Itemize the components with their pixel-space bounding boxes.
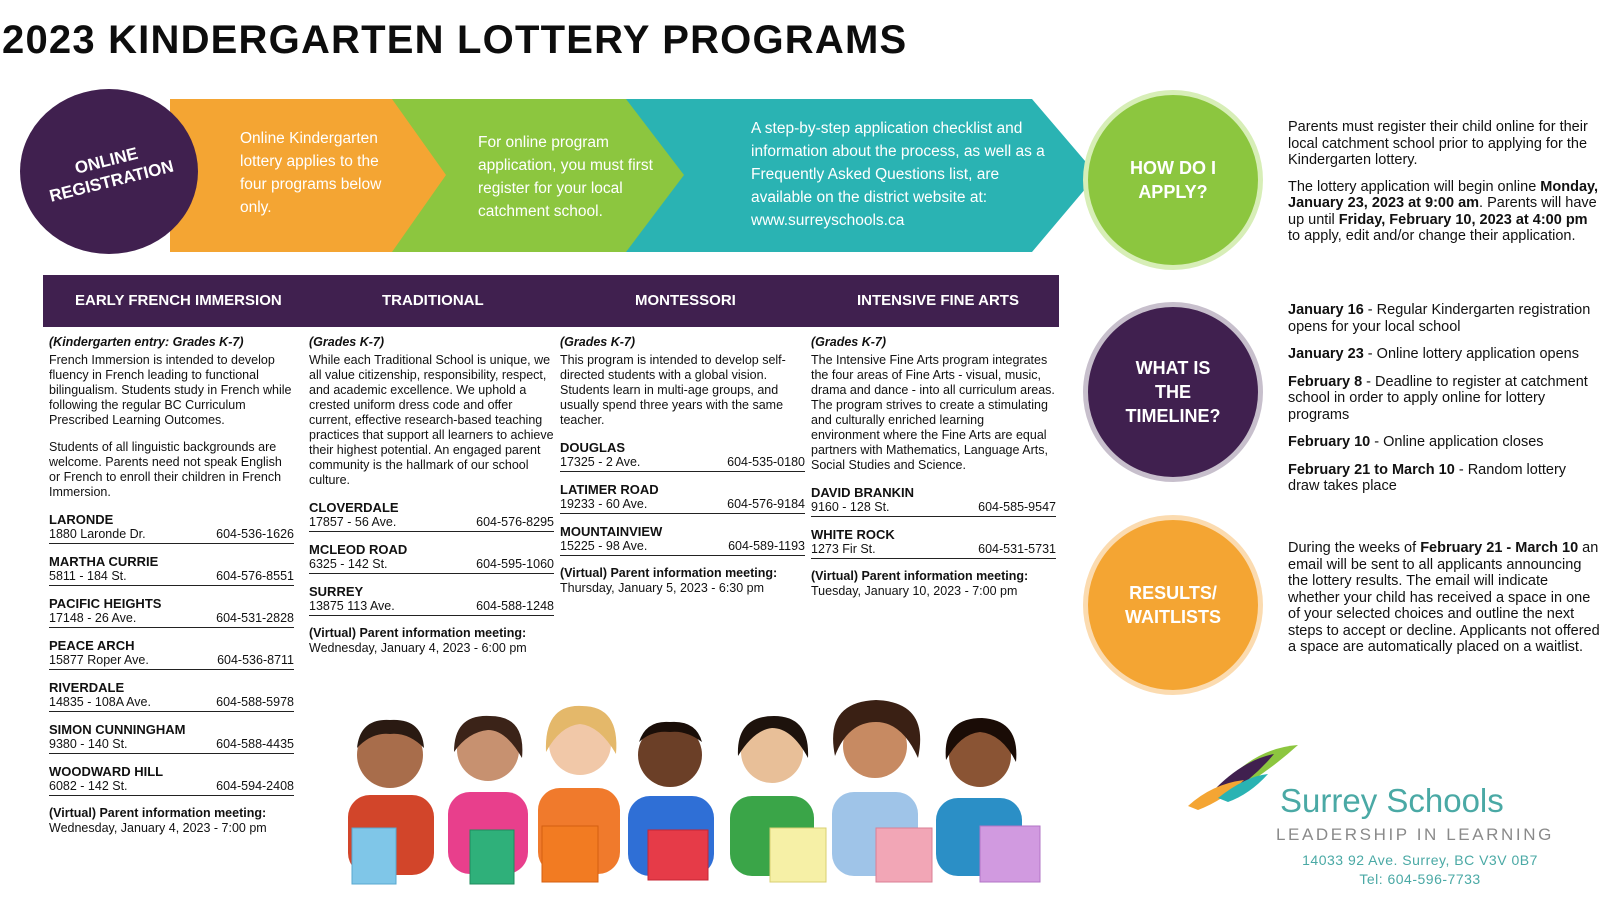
school-address: 9160 - 128 St. [811,500,890,514]
school-entry [49,680,294,712]
school-phone: 604-576-8551 [216,569,294,583]
grades-note: (Kindergarten entry: Grades K-7) [49,335,244,349]
page-title: 2023 KINDERGARTEN LOTTERY PROGRAMS [2,18,908,62]
apply-paragraph-1: Parents must register their child online for their local catchment school prior to applying for the Kindergarten lottery. [1288,119,1588,168]
school-name: LARONDE [49,512,114,527]
brand-address: 14033 92 Ave. Surrey, BC V3V 0B7 [1302,852,1538,868]
school-address: 14835 - 108A Ave. [49,695,151,709]
timeline-item: January 16 - Regular Kindergarten registration opens for your local school [1288,302,1591,335]
school-name: DOUGLAS [560,440,625,455]
meeting-date: Wednesday, January 4, 2023 - 7:00 pm [49,821,267,835]
school-phone: 604-595-1060 [476,557,554,571]
school-phone: 604-594-2408 [216,779,294,793]
meeting-date: Thursday, January 5, 2023 - 6:30 pm [560,581,765,595]
school-entry [309,542,554,574]
child-3 [538,706,620,882]
school-phone: 604-536-1626 [216,527,294,541]
school-address: 17325 - 2 Ave. [560,455,641,469]
school-entry [49,638,294,670]
school-phone: 604-588-5978 [216,695,294,709]
meeting-title: (Virtual) Parent information meeting: [309,626,527,640]
traditional-column [309,335,554,656]
program-header-bar [43,275,1059,327]
school-name: DAVID BRANKIN [811,485,915,500]
online-registration-label: ONLINE REGISTRATION [47,144,176,207]
school-address: 15877 Roper Ave. [49,653,149,667]
parent-meeting [49,806,294,836]
timeline-item: January 23 - Online lottery application opens [1288,346,1579,362]
school-entry [811,527,1056,559]
school-entry [560,482,805,514]
school-phone: 604-585-9547 [978,500,1056,514]
header-montessori: MONTESSORI [635,292,736,309]
school-name: PACIFIC HEIGHTS [49,596,162,611]
meeting-title: (Virtual) Parent information meeting: [560,566,778,580]
school-phone: 604-531-5731 [978,542,1056,556]
montessori-column [560,335,805,596]
meeting-date: Wednesday, January 4, 2023 - 6:00 pm [309,641,527,655]
apply-info [1288,119,1600,255]
online-registration-circle [20,89,198,254]
meeting-title: (Virtual) Parent information meeting: [811,569,1029,583]
school-address: 1273 Fir St. [811,542,876,556]
school-entry [49,596,294,628]
school-address: 15225 - 98 Ave. [560,539,648,553]
program-description: The Intensive Fine Arts program integrates the four areas of Fine Arts - visual, music, drama and dance - into all curriculum areas. The program strives to create a stimulating and culturally enriched learning environment where the Fine Arts are equal partners with Mathematics, Language Arts, Social Studies and Science. [811,353,1055,472]
apply-paragraph-2: The lottery application will begin online Monday, January 23, 2023 at 9:00 am. Parents will have up until Friday, February 10, 2023 at 4:00 pm to apply, edit and/or change their application. [1288,178,1599,244]
school-name: MOUNTAINVIEW [560,524,663,539]
fine-arts-column [811,335,1056,599]
program-description: This program is intended to develop self-directed students with a global vision. Students learn in multi-age groups, and usually spend three years with the same teacher. [560,353,786,427]
brand-name: Surrey Schools [1280,782,1504,819]
child-1 [348,720,434,884]
school-name: CLOVERDALE [309,500,399,515]
school-phone: 604-588-4435 [216,737,294,751]
school-name: LATIMER ROAD [560,482,659,497]
school-entry [49,722,294,754]
header-traditional: TRADITIONAL [382,292,484,309]
school-entry [309,500,554,532]
school-address: 13875 113 Ave. [309,599,395,613]
school-address: 9380 - 140 St. [49,737,128,751]
timeline-item: February 8 - Deadline to register at catchment school in order to apply online for lottery programs [1288,373,1588,423]
school-entry [811,485,1056,517]
brand-tagline: LEADERSHIP IN LEARNING [1276,825,1554,844]
program-description: French Immersion is intended to develop fluency in French leading to functional bilingualism. Students study in French while following the regular BC Curriculum Prescribed Learning Outcomes. [49,353,292,427]
school-name: MCLEOD ROAD [309,542,408,557]
step2-text: For online program application, you must first register for your local catchment school. [478,134,653,220]
brand-contact [1290,851,1550,889]
parent-meeting [560,566,805,596]
parent-meeting [811,569,1056,599]
school-name: RIVERDALE [49,680,125,695]
child-4 [628,722,714,880]
results-label: RESULTS/ WAITLISTS [1125,583,1221,627]
meeting-title: (Virtual) Parent information meeting: [49,806,267,820]
school-address: 17148 - 26 Ave. [49,611,137,625]
school-address: 5811 - 184 St. [49,569,127,583]
timeline-info [1288,302,1600,506]
timeline-circle [1083,302,1263,482]
timeline-item: February 10 - Online application closes [1288,434,1544,450]
timeline-label: WHAT IS THE TIMELINE? [1125,358,1221,426]
results-paragraph: During the weeks of February 21 - March 10 an email will be sent to all applicants announcing the lottery results. The email will indicate whether your child has received a space in one of your selected choices and outline the next steps to accept or decline. Applicants not offered a space are automatically placed on a waitlist. [1288,540,1600,655]
school-name: WHITE ROCK [811,527,895,542]
school-address: 1880 Laronde Dr. [49,527,146,541]
timeline-item: February 21 to March 10 - Random lottery draw takes place [1288,461,1567,494]
school-entry [560,440,805,472]
results-circle [1083,515,1263,695]
header-fine-arts: INTENSIVE FINE ARTS [857,292,1019,309]
school-entry [309,584,554,616]
school-address: 17857 - 56 Ave. [309,515,397,529]
school-phone: 604-588-1248 [476,599,554,613]
header-french-immersion: EARLY FRENCH IMMERSION [75,292,282,309]
brand-phone: Tel: 604-596-7733 [1359,871,1481,887]
how-to-apply-label: HOW DO I APPLY? [1130,158,1216,202]
school-name: SIMON CUNNINGHAM [49,722,186,737]
school-name: PEACE ARCH [49,638,135,653]
grades-note: (Grades K-7) [811,335,887,349]
meeting-date: Tuesday, January 10, 2023 - 7:00 pm [811,584,1018,598]
french-immersion-column [49,335,294,836]
step3-text: A step-by-step application checklist and information about the process, as well as a Frequently Asked Questions list, are available on the district website at: www.surreyschools.ca [751,120,1045,229]
child-2 [448,716,528,884]
school-phone: 604-536-8711 [217,653,294,667]
school-phone: 604-576-8295 [476,515,554,529]
parent-meeting [309,626,554,656]
school-name: WOODWARD HILL [49,764,164,779]
how-to-apply-circle [1083,90,1263,270]
child-7 [936,718,1040,882]
school-entry [49,764,294,796]
school-entry [49,554,294,586]
school-phone: 604-589-1193 [728,539,805,553]
school-entry [49,512,294,544]
child-5 [730,716,826,882]
school-address: 19233 - 60 Ave. [560,497,648,511]
results-info [1288,540,1600,666]
school-address: 6082 - 142 St. [49,779,128,793]
school-phone: 604-531-2828 [216,611,294,625]
child-6 [832,700,932,882]
program-description: While each Traditional School is unique, we all value citizenship, responsibility, respect, and academic excellence. We uphold a crested uniform dress code and offer current, effective research-based teaching practices that support all learners to achieve their highest potential. An engaged parent community is the hallmark of our school culture. [309,353,554,487]
school-address: 6325 - 142 St. [309,557,388,571]
school-name: SURREY [309,584,364,599]
school-name: MARTHA CURRIE [49,554,159,569]
school-phone: 604-535-0180 [727,455,805,469]
school-entry [560,524,805,556]
step1-text: Online Kindergarten lottery applies to the four programs below only. [240,130,382,216]
program-description-2: Students of all linguistic backgrounds are welcome. Parents need not speak English or French to enroll their children in French Immersion. [49,440,282,499]
grades-note: (Grades K-7) [309,335,385,349]
grades-note: (Grades K-7) [560,335,636,349]
children-reading-illustration [330,700,1090,895]
school-phone: 604-576-9184 [727,497,805,511]
